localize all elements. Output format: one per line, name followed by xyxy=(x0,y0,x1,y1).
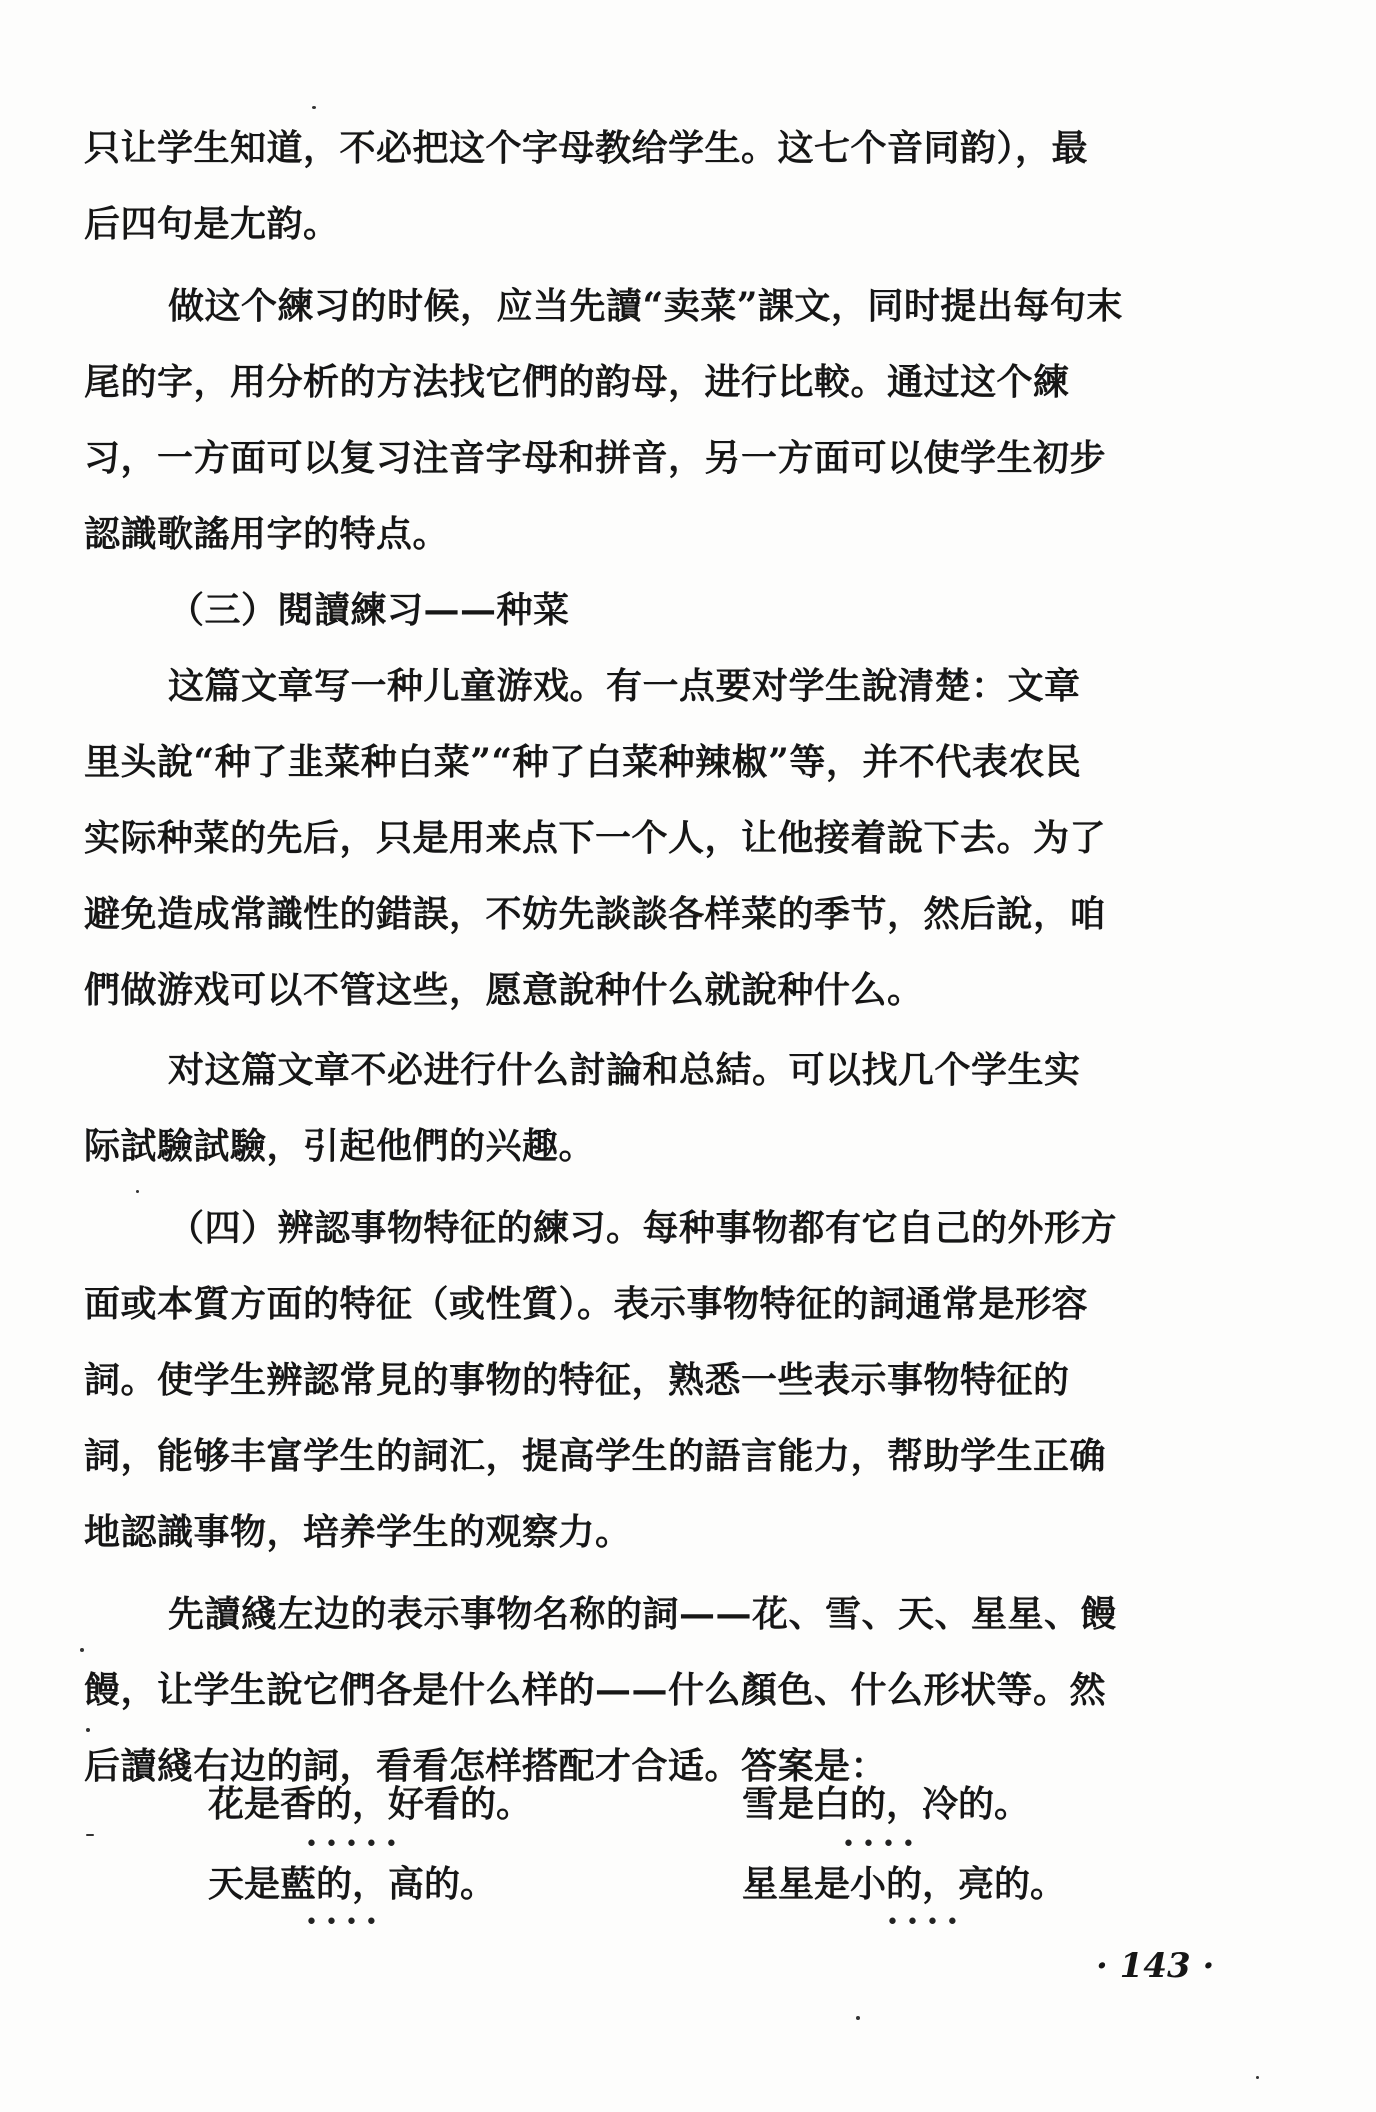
print-speck xyxy=(856,2016,860,2020)
emphasis-dots: • • • • xyxy=(842,1832,915,1857)
print-speck xyxy=(86,1834,94,1836)
paragraph-line: （四）辨認事物特征的練习。每种事物都有它自己的外形方 xyxy=(168,1207,1118,1249)
emphasis-dots: • • • • xyxy=(886,1910,959,1935)
print-speck xyxy=(312,106,316,109)
paragraph-line: 地認識事物，培养学生的观察力。 xyxy=(84,1511,632,1553)
paragraph-line: 饅，让学生說它們各是什么样的——什么顏色、什么形状等。然 xyxy=(84,1669,1107,1711)
answer-stars: 星星是小的，亮的。 xyxy=(742,1863,1067,1905)
print-speck xyxy=(86,1728,90,1732)
paragraph-line: 認識歌謠用字的特点。 xyxy=(84,513,450,555)
paragraph-line: 面或本質方面的特征（或性質）。表示事物特征的詞通常是形容 xyxy=(84,1283,1089,1325)
answer-sky: 天是藍的，高的。 xyxy=(208,1863,497,1905)
paragraph-line: 只让学生知道，不必把这个字母教给学生。这七个音同韵），最 xyxy=(84,127,1089,169)
paragraph-line: 們做游戏可以不管这些，愿意說种什么就說种什么。 xyxy=(84,969,924,1011)
print-speck xyxy=(136,1190,139,1193)
emphasis-dots: • • • • xyxy=(305,1910,378,1935)
paragraph-line: 习，一方面可以复习注音字母和拼音，另一方面可以使学生初步 xyxy=(84,437,1107,479)
emphasis-dots: • • • • • xyxy=(305,1832,398,1857)
paragraph-line: 里头說“种了韭菜种白菜”“种了白菜种辣椒”等，并不代表农民 xyxy=(84,741,1082,783)
paragraph-line: 后四句是尢韵。 xyxy=(84,203,340,245)
paragraph-line: 做这个練习的时候，应当先讀“卖菜”課文，同时提出每句末 xyxy=(168,285,1123,327)
paragraph-line: 避免造成常識性的錯誤，不妨先談談各样菜的季节，然后說，咱 xyxy=(84,893,1107,935)
print-speck xyxy=(80,1648,84,1652)
paragraph-line: 际試驗試驗，引起他們的兴趣。 xyxy=(84,1125,596,1167)
answer-flower: 花是香的，好看的。 xyxy=(208,1783,533,1825)
paragraph-line: 詞。使学生辨認常見的事物的特征，熟悉一些表示事物特征的 xyxy=(84,1359,1070,1401)
section-heading: （三）閱讀練习——种菜 xyxy=(168,589,570,631)
paragraph-line: 对这篇文章不必进行什么討論和总結。可以找几个学生实 xyxy=(168,1049,1081,1091)
answer-snow: 雪是白的，冷的。 xyxy=(742,1783,1031,1825)
page-number: · 143 · xyxy=(1096,1946,1215,1986)
paragraph-line: 詞，能够丰富学生的詞汇，提高学生的語言能力，帮助学生正确 xyxy=(84,1435,1107,1477)
paragraph-line: 这篇文章写一种儿童游戏。有一点要对学生說清楚：文章 xyxy=(168,665,1081,707)
paragraph-line: 尾的字，用分析的方法找它們的韵母，进行比較。通过这个練 xyxy=(84,361,1070,403)
paragraph-line: 后讀綫右边的詞，看看怎样搭配才合适。答案是： xyxy=(84,1745,888,1787)
paragraph-line: 先讀綫左边的表示事物名称的詞——花、雪、天、星星、饅 xyxy=(168,1593,1118,1635)
paragraph-line: 实际种菜的先后，只是用来点下一个人，让他接着說下去。为了 xyxy=(84,817,1107,859)
print-speck xyxy=(1256,2076,1259,2079)
